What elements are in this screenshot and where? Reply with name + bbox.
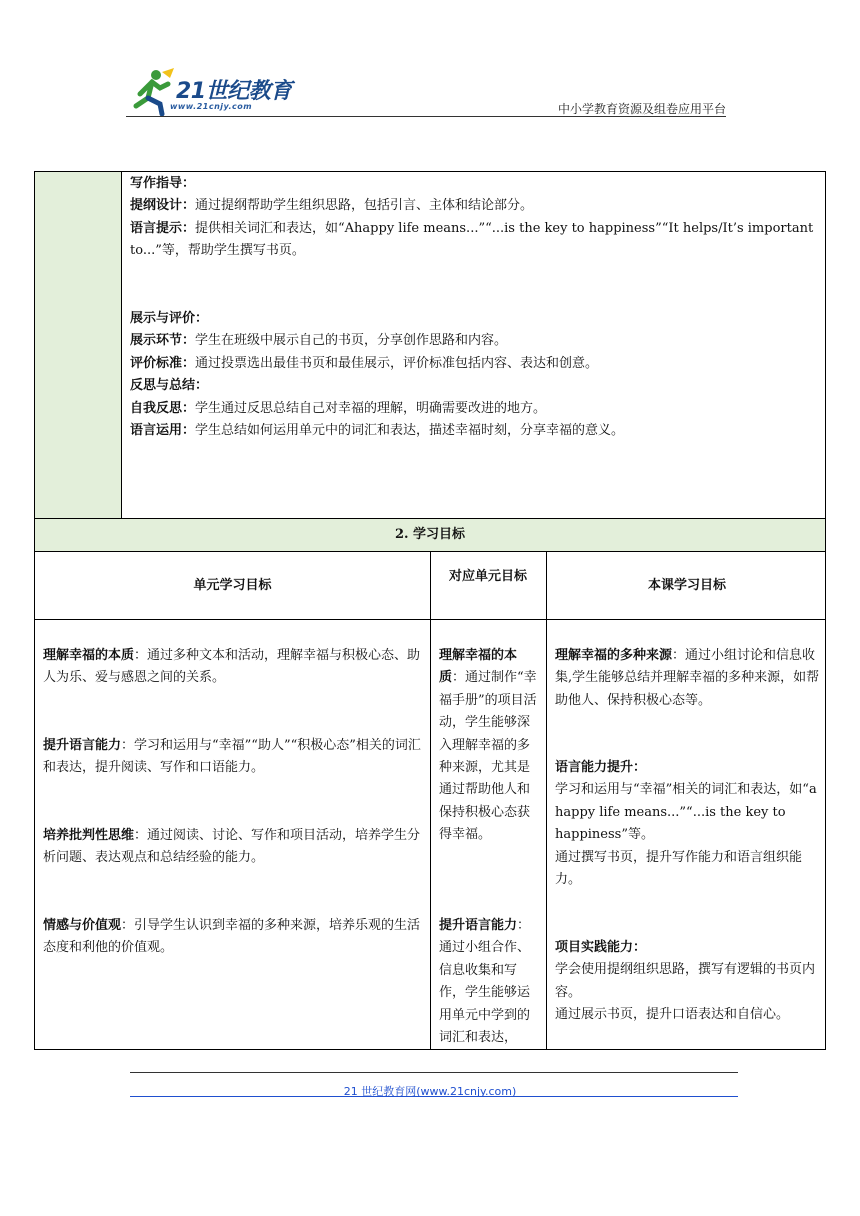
platform-name: 中小学教育资源及组卷应用平台 [557,102,726,116]
writing-title: 写作指导： [130,176,196,191]
self-reflection-line: 自我反思：学生通过反思总结自己对幸福的理解，明确需要改进的地方。 [130,400,547,416]
left-margin-cell [35,172,121,518]
header-divider [126,116,726,117]
logo [126,66,296,116]
logo-text: 21世纪教育 [176,79,292,104]
section-title: 2. 学习目标 [394,527,466,542]
logo-url: www.21cnjy.com [170,102,253,111]
page-header [126,66,726,118]
col3-title: 本课学习目标 [647,578,726,593]
footer-divider [130,1072,738,1073]
mapped-goal-2: 提升语言能力：通过小组合作、信息收集和写作，学生能够运用单元中学到的词汇和表达， [439,918,531,1046]
runner-logo-icon [126,66,176,116]
unit-goal-4: 情感与价值观：引导学生认识到幸福的多种来源，培养乐观的生活态度和利他的价值观。 [43,918,421,956]
col1-title: 单元学习目标 [193,578,272,593]
footer-underline [130,1096,738,1097]
showcase-section [130,308,820,442]
language-tip: 语言提示：提供相关词汇和表达，如“Ahappy life means...”“...is the key to happiness”“It helps/It’s important to...”等，帮助学生撰写书页。 [130,220,814,259]
outline-line: 提纲设计：通过提纲帮助学生组织思路，包括引言、主体和结论部分。 [130,198,534,214]
reflection-title: 反思与总结： [130,378,209,394]
lesson-goal-project: 项目实践能力： 学会使用提纲组织思路，撰写有逻辑的书页内容。 通过展示书页，提升口语表达和自信心。 [555,940,816,1023]
lesson-goal-source: 理解幸福的多种来源：通过小组讨论和信息收集,学生能够总结并理解幸福的多种来源，如帮助他人、保持积极心态等。 [555,648,820,708]
unit-goal-3: 培养批判性思维：通过阅读、讨论、写作和项目活动，培养学生分析问题、表达观点和总结经验的能力。 [43,828,421,866]
footer-link[interactable]: 21 世纪教育网(www.21cnjy.com) [343,1085,517,1098]
display-line: 展示环节：学生在班级中展示自己的书页，分享创作思路和内容。 [130,333,508,349]
mapped-goal-1: 理解幸福的本质：通过制作“幸福手册”的项目活动，学生能够深入理解幸福的多种来源，尤其是通过帮助他人和保持积极心态获得幸福。 [439,648,537,843]
showcase-title: 展示与评价： [130,311,209,326]
writing-guide [130,173,820,263]
unit-goal-2: 提升语言能力：学习和运用与“幸福”“助人”“积极心态”相关的词汇和表达，提升阅读、写作和口语能力。 [43,738,421,776]
col2-title: 对应单元目标 [448,569,527,584]
unit-goal-1: 理解幸福的本质：通过多种文本和活动，理解幸福与积极心态、助人为乐、爱与感恩之间的关系。 [43,648,421,686]
lesson-goal-language: 语言能力提升： 学习和运用与“幸福”相关的词汇和表达，如“a happy life means...”“...is the key to happiness”等。 通过撰写书页，提升写作能力和语言组织能力。 [555,760,817,888]
language-use-line: 语言运用：学生总结如何运用单元中的词汇和表达，描述幸福时刻，分享幸福的意义。 [130,423,625,439]
criteria-line: 评价标准：通过投票选出最佳书页和最佳展示，评价标准包括内容、表达和创意。 [130,355,599,371]
